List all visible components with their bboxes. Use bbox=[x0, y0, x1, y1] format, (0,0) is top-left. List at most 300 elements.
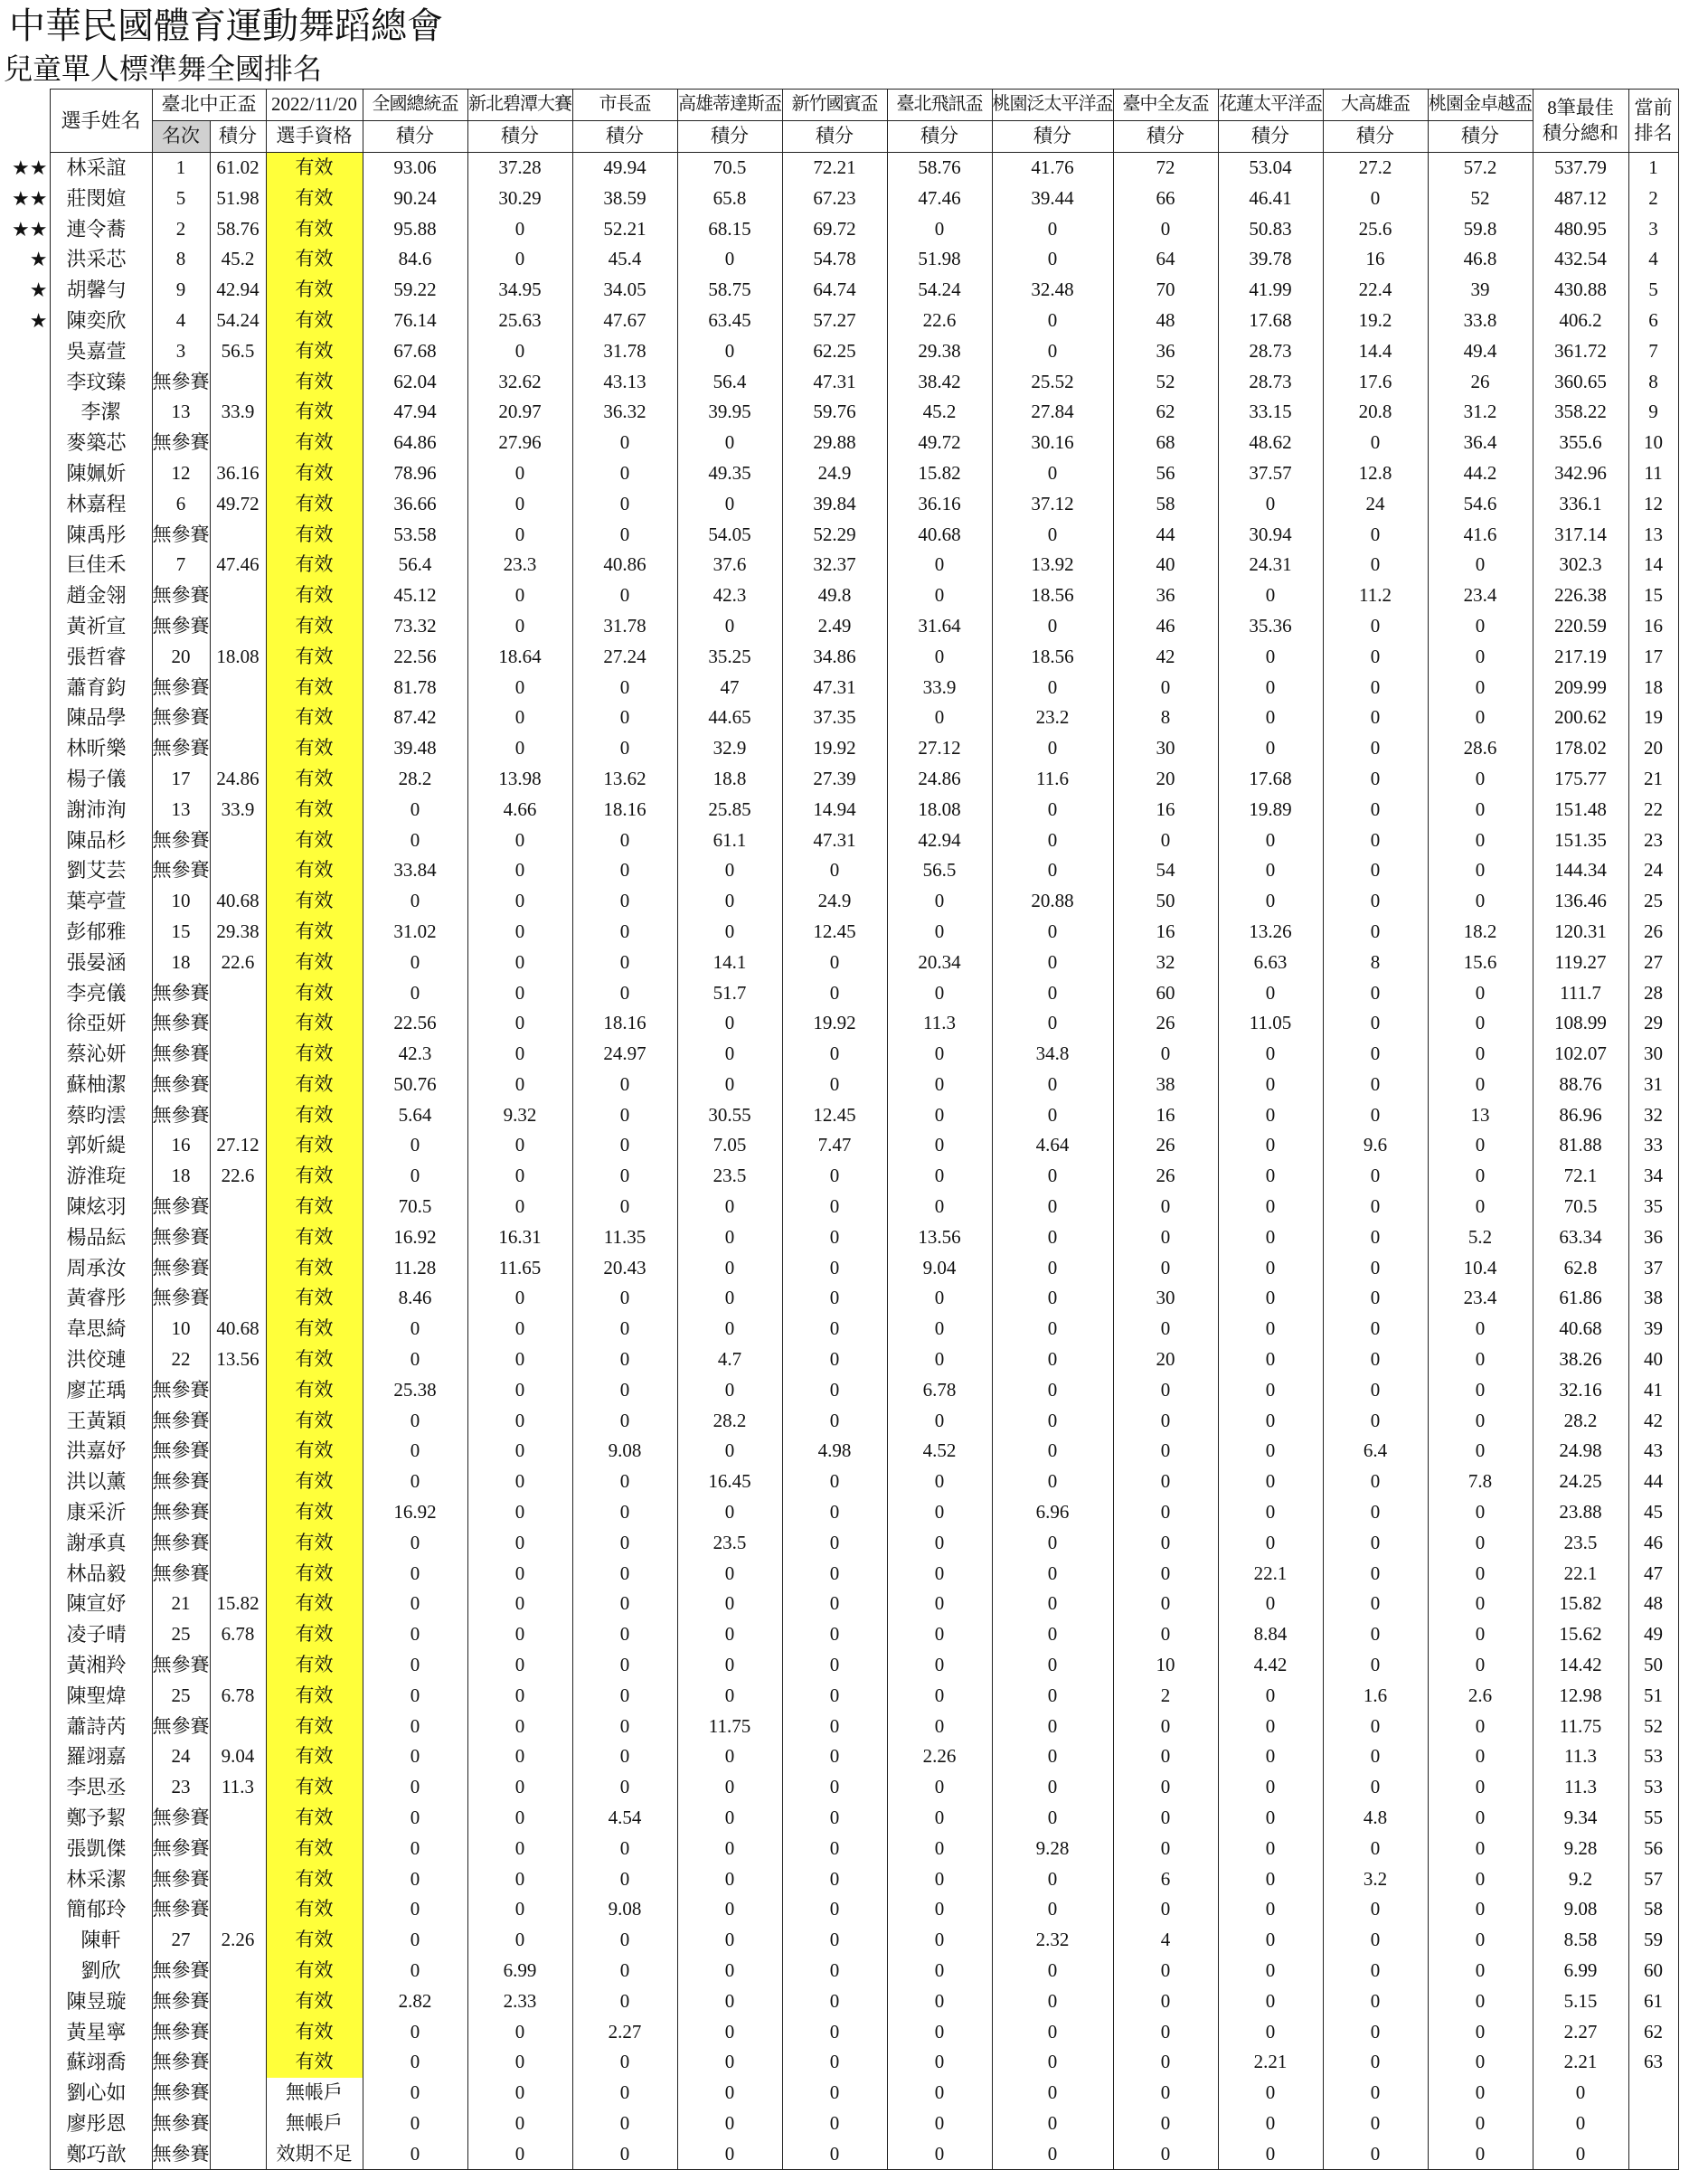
event-points: 6.4 bbox=[1323, 1436, 1428, 1467]
event-points: 0 bbox=[467, 611, 572, 642]
event-points: 0 bbox=[992, 1344, 1113, 1375]
best-total: 342.96 bbox=[1533, 458, 1628, 489]
header-points: 積分 bbox=[992, 120, 1113, 152]
event-points: 0 bbox=[1323, 1252, 1428, 1283]
event-points: 69.72 bbox=[782, 213, 887, 244]
qualification-status: 有效 bbox=[266, 1741, 363, 1772]
current-rank: 17 bbox=[1628, 641, 1678, 672]
event-points: 0 bbox=[887, 1527, 992, 1558]
event-points: 4.64 bbox=[992, 1130, 1113, 1161]
event-points: 50 bbox=[1113, 886, 1218, 917]
event-points: 0 bbox=[1218, 855, 1323, 886]
event-points: 49.72 bbox=[887, 428, 992, 458]
event-points: 2.6 bbox=[1428, 1680, 1533, 1711]
event-points: 0 bbox=[782, 1405, 887, 1436]
event-points: 0 bbox=[887, 1619, 992, 1650]
table-header bbox=[0, 90, 1678, 153]
event-points: 24.9 bbox=[782, 458, 887, 489]
event-points: 0 bbox=[467, 1833, 572, 1863]
player-name: 謝沛洵 bbox=[50, 794, 152, 825]
header-qualification: 選手資格 bbox=[266, 120, 363, 152]
event-points: 0 bbox=[887, 1956, 992, 1986]
event-points: 0 bbox=[572, 1283, 677, 1314]
event-points: 28.73 bbox=[1218, 335, 1323, 366]
player-name: 劉欣 bbox=[50, 1956, 152, 1986]
event-points: 0 bbox=[887, 917, 992, 948]
event-points: 0 bbox=[1218, 1772, 1323, 1803]
taipei-points bbox=[210, 580, 266, 611]
star-marker bbox=[0, 1650, 50, 1681]
event-points: 0 bbox=[1323, 1039, 1428, 1070]
event-points: 0 bbox=[677, 1252, 782, 1283]
best-total: 108.99 bbox=[1533, 1008, 1628, 1039]
event-points: 0 bbox=[467, 825, 572, 855]
event-points: 0 bbox=[782, 1252, 887, 1283]
qualification-status: 有效 bbox=[266, 1772, 363, 1803]
star-marker bbox=[0, 886, 50, 917]
event-points: 18.2 bbox=[1428, 917, 1533, 948]
taipei-rank: 13 bbox=[152, 397, 210, 428]
event-points: 16 bbox=[1323, 244, 1428, 275]
event-points: 0 bbox=[467, 1894, 572, 1925]
current-rank: 42 bbox=[1628, 1405, 1678, 1436]
table-row bbox=[0, 1099, 1678, 1130]
taipei-rank: 無參賽 bbox=[152, 733, 210, 764]
event-points: 0 bbox=[572, 825, 677, 855]
event-points: 30.55 bbox=[677, 1099, 782, 1130]
player-name: 洪嘉妤 bbox=[50, 1436, 152, 1467]
event-points: 37.35 bbox=[782, 703, 887, 733]
taipei-rank: 無參賽 bbox=[152, 855, 210, 886]
event-points: 32.48 bbox=[992, 275, 1113, 306]
event-points: 0 bbox=[467, 1314, 572, 1344]
taipei-rank: 無參賽 bbox=[152, 519, 210, 550]
event-points: 54.6 bbox=[1428, 488, 1533, 519]
header-event: 桃園泛太平洋盃 bbox=[992, 90, 1113, 121]
player-name: 洪以薰 bbox=[50, 1467, 152, 1497]
taipei-rank: 18 bbox=[152, 1161, 210, 1192]
event-points: 0 bbox=[887, 641, 992, 672]
taipei-points: 6.78 bbox=[210, 1680, 266, 1711]
event-points: 32.62 bbox=[467, 366, 572, 397]
star-marker bbox=[0, 1161, 50, 1192]
event-points: 0 bbox=[887, 1589, 992, 1619]
event-points: 27.39 bbox=[782, 764, 887, 795]
table-row bbox=[0, 2109, 1678, 2139]
event-points: 0 bbox=[1323, 1467, 1428, 1497]
event-points: 0 bbox=[887, 1803, 992, 1834]
taipei-points: 49.72 bbox=[210, 488, 266, 519]
event-points: 0 bbox=[992, 794, 1113, 825]
event-points: 48 bbox=[1113, 306, 1218, 336]
event-points: 0 bbox=[1323, 1497, 1428, 1528]
taipei-rank: 無參賽 bbox=[152, 1986, 210, 2016]
event-points: 0 bbox=[782, 1161, 887, 1192]
event-points: 30.94 bbox=[1218, 519, 1323, 550]
qualification-status: 有效 bbox=[266, 1070, 363, 1100]
best-total: 63.34 bbox=[1533, 1222, 1628, 1252]
event-points: 0 bbox=[887, 1986, 992, 2016]
event-points: 0 bbox=[887, 2078, 992, 2109]
event-points: 0 bbox=[1323, 428, 1428, 458]
event-points: 0 bbox=[572, 1741, 677, 1772]
current-rank: 48 bbox=[1628, 1589, 1678, 1619]
star-marker bbox=[0, 703, 50, 733]
taipei-rank: 無參賽 bbox=[152, 1650, 210, 1681]
qualification-status: 無帳戶 bbox=[266, 2109, 363, 2139]
event-points: 0 bbox=[887, 2047, 992, 2078]
player-name: 凌子晴 bbox=[50, 1619, 152, 1650]
event-points: 0 bbox=[1218, 1894, 1323, 1925]
star-marker bbox=[0, 2047, 50, 2078]
taipei-points bbox=[210, 1497, 266, 1528]
player-name: 蔡昀澐 bbox=[50, 1099, 152, 1130]
event-points: 0 bbox=[572, 977, 677, 1008]
qualification-status: 有效 bbox=[266, 1650, 363, 1681]
player-name: 黃祈宣 bbox=[50, 611, 152, 642]
table-row bbox=[0, 1741, 1678, 1772]
event-points: 47.46 bbox=[887, 183, 992, 213]
event-points: 3.2 bbox=[1323, 1863, 1428, 1894]
table-row bbox=[0, 550, 1678, 580]
star-marker bbox=[0, 917, 50, 948]
event-points: 0 bbox=[1428, 2016, 1533, 2047]
qualification-status: 有效 bbox=[266, 1374, 363, 1405]
event-points: 18.56 bbox=[992, 580, 1113, 611]
taipei-rank: 6 bbox=[152, 488, 210, 519]
event-points: 4.7 bbox=[677, 1344, 782, 1375]
event-points: 46.8 bbox=[1428, 244, 1533, 275]
event-points: 39.78 bbox=[1218, 244, 1323, 275]
star-marker bbox=[0, 611, 50, 642]
event-points: 0 bbox=[1323, 1192, 1428, 1222]
header-points: 積分 bbox=[677, 120, 782, 152]
header-event: 桃園金卓越盃 bbox=[1428, 90, 1533, 121]
current-rank: 32 bbox=[1628, 1099, 1678, 1130]
event-points: 61.1 bbox=[677, 825, 782, 855]
event-points: 0 bbox=[887, 1344, 992, 1375]
event-points: 57.27 bbox=[782, 306, 887, 336]
current-rank: 34 bbox=[1628, 1161, 1678, 1192]
ranking-table bbox=[0, 89, 1679, 2170]
table-row bbox=[0, 244, 1678, 275]
event-points: 72.21 bbox=[782, 152, 887, 183]
player-name: 彭郁雅 bbox=[50, 917, 152, 948]
event-points: 0 bbox=[1323, 611, 1428, 642]
best-total: 432.54 bbox=[1533, 244, 1628, 275]
event-points: 0 bbox=[1218, 1039, 1323, 1070]
table-row bbox=[0, 1558, 1678, 1589]
event-points: 0 bbox=[1113, 2016, 1218, 2047]
event-points: 76.14 bbox=[363, 306, 467, 336]
event-points: 14.1 bbox=[677, 947, 782, 977]
event-points: 0 bbox=[887, 1558, 992, 1589]
star-marker bbox=[0, 1925, 50, 1956]
star-marker bbox=[0, 1252, 50, 1283]
event-points: 0 bbox=[572, 1314, 677, 1344]
event-points: 0 bbox=[1323, 1894, 1428, 1925]
event-points: 0 bbox=[992, 733, 1113, 764]
event-points: 0 bbox=[1218, 2016, 1323, 2047]
event-points: 0 bbox=[572, 1772, 677, 1803]
qualification-status: 有效 bbox=[266, 550, 363, 580]
event-points: 4.42 bbox=[1218, 1650, 1323, 1681]
event-points: 0 bbox=[363, 947, 467, 977]
player-name: 陳昱璇 bbox=[50, 1986, 152, 2016]
event-points: 0 bbox=[572, 1589, 677, 1619]
best-total: 358.22 bbox=[1533, 397, 1628, 428]
event-points: 0 bbox=[992, 335, 1113, 366]
event-points: 0 bbox=[1113, 2078, 1218, 2109]
taipei-rank: 27 bbox=[152, 1925, 210, 1956]
current-rank: 3 bbox=[1628, 213, 1678, 244]
best-total: 0 bbox=[1533, 2078, 1628, 2109]
event-points: 2.33 bbox=[467, 1986, 572, 2016]
event-points: 0 bbox=[1428, 2138, 1533, 2169]
best-total: 40.68 bbox=[1533, 1314, 1628, 1344]
taipei-rank: 無參賽 bbox=[152, 366, 210, 397]
qualification-status: 有效 bbox=[266, 672, 363, 703]
table-row bbox=[0, 1222, 1678, 1252]
event-points: 0 bbox=[1113, 1497, 1218, 1528]
player-name: 廖芷瑀 bbox=[50, 1374, 152, 1405]
player-name: 李亮儀 bbox=[50, 977, 152, 1008]
event-points: 10.4 bbox=[1428, 1252, 1533, 1283]
event-points: 0 bbox=[677, 2047, 782, 2078]
event-points: 23.2 bbox=[992, 703, 1113, 733]
qualification-status: 有效 bbox=[266, 2016, 363, 2047]
event-points: 0 bbox=[887, 2016, 992, 2047]
best-total: 24.98 bbox=[1533, 1436, 1628, 1467]
event-points: 2.26 bbox=[887, 1741, 992, 1772]
event-points: 0 bbox=[1428, 1803, 1533, 1834]
event-points: 39.44 bbox=[992, 183, 1113, 213]
taipei-points bbox=[210, 1956, 266, 1986]
taipei-points bbox=[210, 1863, 266, 1894]
current-rank: 36 bbox=[1628, 1222, 1678, 1252]
event-points: 52 bbox=[1428, 183, 1533, 213]
best-total: 15.62 bbox=[1533, 1619, 1628, 1650]
qualification-status: 有效 bbox=[266, 764, 363, 795]
event-points: 70.5 bbox=[677, 152, 782, 183]
current-rank: 29 bbox=[1628, 1008, 1678, 1039]
qualification-status: 有效 bbox=[266, 366, 363, 397]
event-points: 2.21 bbox=[1218, 2047, 1323, 2078]
table-row bbox=[0, 306, 1678, 336]
event-points: 0 bbox=[1428, 1192, 1533, 1222]
event-points: 0 bbox=[1113, 2138, 1218, 2169]
event-points: 37.28 bbox=[467, 152, 572, 183]
best-total: 11.3 bbox=[1533, 1772, 1628, 1803]
star-marker bbox=[0, 1527, 50, 1558]
event-points: 9.28 bbox=[992, 1833, 1113, 1863]
star-marker: ★★ bbox=[12, 217, 48, 241]
best-total: 537.79 bbox=[1533, 152, 1628, 183]
star-marker bbox=[0, 1130, 50, 1161]
event-points: 0 bbox=[1428, 1833, 1533, 1863]
event-points: 32.9 bbox=[677, 733, 782, 764]
player-name: 胡馨勻 bbox=[50, 275, 152, 306]
taipei-points bbox=[210, 1039, 266, 1070]
event-points: 0 bbox=[992, 1956, 1113, 1986]
player-name: 徐亞妍 bbox=[50, 1008, 152, 1039]
player-name: 楊子儀 bbox=[50, 764, 152, 795]
event-points: 0 bbox=[1428, 1497, 1533, 1528]
star-marker bbox=[0, 825, 50, 855]
event-points: 30.16 bbox=[992, 428, 1113, 458]
event-points: 23.4 bbox=[1428, 1283, 1533, 1314]
event-points: 0 bbox=[572, 1192, 677, 1222]
event-points: 0 bbox=[887, 580, 992, 611]
event-points: 0 bbox=[992, 1070, 1113, 1100]
event-points: 0 bbox=[677, 1863, 782, 1894]
taipei-points bbox=[210, 672, 266, 703]
taipei-points: 54.24 bbox=[210, 306, 266, 336]
taipei-rank: 13 bbox=[152, 794, 210, 825]
event-points: 0 bbox=[782, 2016, 887, 2047]
table-row bbox=[0, 764, 1678, 795]
taipei-rank: 無參賽 bbox=[152, 1833, 210, 1863]
best-total: 178.02 bbox=[1533, 733, 1628, 764]
taipei-rank: 無參賽 bbox=[152, 1558, 210, 1589]
event-points: 0 bbox=[1113, 1619, 1218, 1650]
event-points: 0 bbox=[1428, 703, 1533, 733]
event-points: 6.63 bbox=[1218, 947, 1323, 977]
star-marker bbox=[0, 1589, 50, 1619]
current-rank: 37 bbox=[1628, 1252, 1678, 1283]
taipei-rank: 無參賽 bbox=[152, 611, 210, 642]
taipei-points: 40.68 bbox=[210, 886, 266, 917]
event-points: 5.2 bbox=[1428, 1222, 1533, 1252]
current-rank: 39 bbox=[1628, 1314, 1678, 1344]
event-points: 12.45 bbox=[782, 1099, 887, 1130]
header-event: 大高雄盃 bbox=[1323, 90, 1428, 121]
event-points: 0 bbox=[1323, 825, 1428, 855]
event-points: 16.92 bbox=[363, 1222, 467, 1252]
qualification-status: 有效 bbox=[266, 1589, 363, 1619]
event-points: 20.88 bbox=[992, 886, 1113, 917]
best-total: 24.25 bbox=[1533, 1467, 1628, 1497]
event-points: 0 bbox=[887, 1039, 992, 1070]
event-points: 16 bbox=[1113, 917, 1218, 948]
event-points: 2.49 bbox=[782, 611, 887, 642]
event-points: 0 bbox=[467, 1619, 572, 1650]
event-points: 0 bbox=[467, 2109, 572, 2139]
event-points: 0 bbox=[467, 917, 572, 948]
star-marker: ★★ bbox=[12, 186, 48, 210]
header-row-1 bbox=[0, 90, 1678, 121]
event-points: 18.64 bbox=[467, 641, 572, 672]
event-points: 0 bbox=[992, 1222, 1113, 1252]
event-points: 0 bbox=[467, 1161, 572, 1192]
taipei-rank: 1 bbox=[152, 152, 210, 183]
event-points: 0 bbox=[1218, 1344, 1323, 1375]
current-rank: 53 bbox=[1628, 1741, 1678, 1772]
event-points: 42.94 bbox=[887, 825, 992, 855]
event-points: 0 bbox=[782, 1863, 887, 1894]
event-points: 56.5 bbox=[887, 855, 992, 886]
event-points: 0 bbox=[363, 1680, 467, 1711]
event-points: 0 bbox=[782, 1925, 887, 1956]
taipei-rank: 無參賽 bbox=[152, 1374, 210, 1405]
event-points: 36 bbox=[1113, 580, 1218, 611]
star-marker bbox=[0, 2078, 50, 2109]
event-points: 0 bbox=[1428, 825, 1533, 855]
star-marker bbox=[0, 947, 50, 977]
taipei-points bbox=[210, 1650, 266, 1681]
event-points: 70 bbox=[1113, 275, 1218, 306]
event-points: 0 bbox=[677, 2078, 782, 2109]
table-row bbox=[0, 1039, 1678, 1070]
event-points: 20.8 bbox=[1323, 397, 1428, 428]
event-points: 11.05 bbox=[1218, 1008, 1323, 1039]
star-marker bbox=[0, 1436, 50, 1467]
event-points: 0 bbox=[782, 1558, 887, 1589]
current-rank: 58 bbox=[1628, 1894, 1678, 1925]
event-points: 0 bbox=[677, 1803, 782, 1834]
taipei-rank: 無參賽 bbox=[152, 1803, 210, 1834]
star-marker bbox=[0, 764, 50, 795]
player-name: 張凱傑 bbox=[50, 1833, 152, 1863]
event-points: 0 bbox=[363, 977, 467, 1008]
qualification-status: 有效 bbox=[266, 855, 363, 886]
event-points: 0 bbox=[1218, 825, 1323, 855]
event-points: 0 bbox=[992, 1008, 1113, 1039]
table-row bbox=[0, 1008, 1678, 1039]
qualification-status: 有效 bbox=[266, 1680, 363, 1711]
event-points: 26 bbox=[1113, 1130, 1218, 1161]
event-points: 0 bbox=[992, 2109, 1113, 2139]
event-points: 28.73 bbox=[1218, 366, 1323, 397]
event-points: 40.68 bbox=[887, 519, 992, 550]
event-points: 0 bbox=[677, 917, 782, 948]
player-name: 林嘉程 bbox=[50, 488, 152, 519]
event-points: 0 bbox=[467, 1772, 572, 1803]
event-points: 0 bbox=[677, 1374, 782, 1405]
best-total: 302.3 bbox=[1533, 550, 1628, 580]
player-name: 黃湘羚 bbox=[50, 1650, 152, 1681]
event-points: 0 bbox=[1113, 1711, 1218, 1741]
player-name: 陳宣妤 bbox=[50, 1589, 152, 1619]
event-points: 0 bbox=[992, 855, 1113, 886]
taipei-points: 47.46 bbox=[210, 550, 266, 580]
event-points: 24.97 bbox=[572, 1039, 677, 1070]
event-points: 17.6 bbox=[1323, 366, 1428, 397]
player-name: 劉心如 bbox=[50, 2078, 152, 2109]
event-points: 19.92 bbox=[782, 1008, 887, 1039]
event-points: 0 bbox=[363, 1161, 467, 1192]
event-points: 0 bbox=[1113, 2047, 1218, 2078]
event-points: 0 bbox=[1218, 1863, 1323, 1894]
table-row bbox=[0, 2047, 1678, 2078]
event-points: 58 bbox=[1113, 488, 1218, 519]
event-points: 0 bbox=[782, 1711, 887, 1741]
qualification-status: 有效 bbox=[266, 1344, 363, 1375]
star-marker bbox=[0, 855, 50, 886]
event-points: 72 bbox=[1113, 152, 1218, 183]
event-points: 0 bbox=[887, 1314, 992, 1344]
event-points: 2.32 bbox=[992, 1925, 1113, 1956]
table-row bbox=[0, 2016, 1678, 2047]
event-points: 54 bbox=[1113, 855, 1218, 886]
event-points: 47.94 bbox=[363, 397, 467, 428]
player-name: 連令蕎 bbox=[50, 213, 152, 244]
event-points: 0 bbox=[992, 2047, 1113, 2078]
event-points: 6.96 bbox=[992, 1497, 1113, 1528]
event-points: 27.12 bbox=[887, 733, 992, 764]
event-points: 20 bbox=[1113, 1344, 1218, 1375]
table-row bbox=[0, 886, 1678, 917]
